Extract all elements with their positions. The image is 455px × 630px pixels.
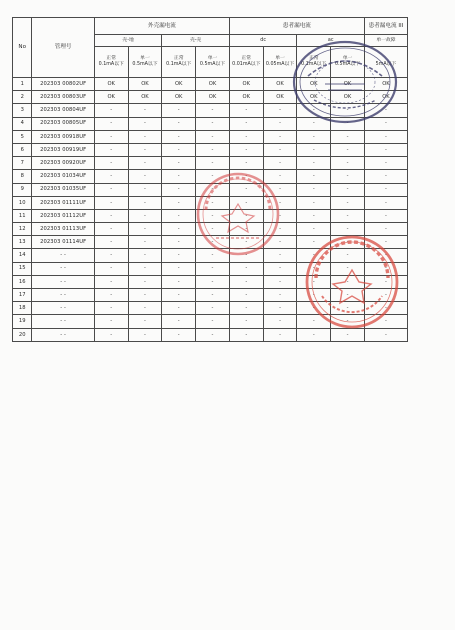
limit-threshold: 0.5mA以下: [132, 62, 158, 67]
limit-condition: 单一: [140, 56, 150, 62]
result-cell: OK: [128, 78, 162, 91]
result-cell: -: [331, 196, 365, 209]
limit-condition: 正常: [106, 56, 117, 62]
result-cell: OK: [94, 91, 128, 104]
table-row: [13, 78, 408, 91]
result-cell: -: [331, 289, 365, 302]
result-cell: -: [128, 209, 162, 222]
result-cell: -: [162, 104, 196, 117]
result-cell: -: [196, 262, 230, 275]
result-cell: -: [94, 157, 128, 170]
management-number: 202303 01112UF: [32, 209, 94, 222]
result-cell: -: [94, 223, 128, 236]
result-cell: -: [128, 302, 162, 315]
result-cell: -: [297, 315, 331, 328]
result-cell: -: [297, 143, 331, 156]
result-cell: -: [162, 209, 196, 222]
row-number: 3: [13, 104, 32, 117]
result-cell: -: [128, 289, 162, 302]
result-cell: -: [196, 196, 230, 209]
result-cell: -: [297, 196, 331, 209]
result-cell: OK: [162, 91, 196, 104]
header-no: No: [13, 18, 32, 78]
result-cell: -: [162, 249, 196, 262]
result-cell: -: [364, 130, 407, 143]
table-row: [13, 143, 408, 156]
result-cell: -: [331, 183, 365, 196]
result-cell: -: [94, 249, 128, 262]
row-number: 8: [13, 170, 32, 183]
result-cell: -: [229, 289, 263, 302]
row-number: 20: [13, 328, 32, 341]
result-cell: -: [263, 223, 297, 236]
result-cell: -: [162, 157, 196, 170]
table-row: [13, 289, 408, 302]
table-row: [13, 236, 408, 249]
result-cell: -: [94, 196, 128, 209]
result-cell: -: [263, 315, 297, 328]
result-cell: -: [364, 117, 407, 130]
result-cell: -: [229, 209, 263, 222]
result-cell: -: [263, 262, 297, 275]
result-cell: -: [331, 315, 365, 328]
limit-condition: 单一: [207, 56, 218, 62]
limit-condition: 单一: [342, 56, 353, 62]
management-number: - -: [32, 249, 94, 262]
result-cell: OK: [297, 78, 331, 91]
result-cell: -: [229, 143, 263, 156]
limit-threshold: 0.1mA以下: [166, 62, 192, 67]
limit-threshold: 0.1mA以下: [301, 62, 327, 67]
result-cell: -: [331, 143, 365, 156]
result-cell: OK: [94, 78, 128, 91]
result-cell: -: [263, 196, 297, 209]
result-cell: -: [128, 196, 162, 209]
result-cell: -: [364, 170, 407, 183]
result-cell: -: [297, 275, 331, 288]
result-cell: -: [162, 328, 196, 341]
result-cell: -: [364, 302, 407, 315]
header-limit-2: [128, 47, 162, 78]
header-patient-leakage-3: 患者漏电流 III: [364, 18, 407, 35]
limit-threshold: 0.5mA以下: [199, 62, 226, 67]
result-cell: OK: [196, 78, 230, 91]
result-cell: -: [364, 328, 407, 341]
result-cell: -: [94, 117, 128, 130]
table-row: [13, 275, 408, 288]
result-cell: -: [263, 209, 297, 222]
result-cell: -: [128, 104, 162, 117]
result-cell: -: [128, 223, 162, 236]
result-cell: -: [297, 183, 331, 196]
result-cell: -: [364, 196, 407, 209]
management-number: 202303 01111UF: [32, 196, 94, 209]
management-number: 202303 00804UF: [32, 104, 94, 117]
header-patient-leakage: 患者漏电流: [229, 18, 364, 35]
row-number: 14: [13, 249, 32, 262]
result-cell: -: [297, 236, 331, 249]
management-number: - -: [32, 315, 94, 328]
management-number: - -: [32, 302, 94, 315]
row-number: 7: [13, 157, 32, 170]
result-cell: -: [196, 236, 230, 249]
limit-threshold: 0.1mA以下: [98, 62, 124, 67]
result-cell: -: [162, 196, 196, 209]
result-cell: -: [162, 223, 196, 236]
management-number: 202303 00918UF: [32, 130, 94, 143]
result-cell: -: [162, 275, 196, 288]
management-number: - -: [32, 289, 94, 302]
row-number: 13: [13, 236, 32, 249]
result-cell: -: [162, 262, 196, 275]
result-cell: -: [263, 183, 297, 196]
header-single-fault: 单一故障: [364, 35, 407, 47]
result-cell: -: [297, 302, 331, 315]
table-row: [13, 302, 408, 315]
table-row: [13, 315, 408, 328]
header-shell-shell: 壳-壳: [162, 35, 230, 47]
management-number: - -: [32, 328, 94, 341]
result-cell: -: [196, 275, 230, 288]
result-cell: -: [162, 130, 196, 143]
management-number: 202303 00920UF: [32, 157, 94, 170]
management-number: 202303 00803UF: [32, 91, 94, 104]
table-row: [13, 157, 408, 170]
result-cell: OK: [364, 91, 407, 104]
management-number: 202303 01034UF: [32, 170, 94, 183]
limit-threshold: 5mA以下: [375, 62, 397, 67]
result-cell: -: [128, 157, 162, 170]
header-limit-7: [297, 47, 331, 78]
header-shell-ground: 壳-地: [94, 35, 162, 47]
result-cell: -: [364, 157, 407, 170]
result-cell: -: [297, 104, 331, 117]
result-cell: -: [297, 130, 331, 143]
result-cell: -: [196, 328, 230, 341]
result-cell: -: [196, 223, 230, 236]
result-cell: -: [263, 275, 297, 288]
result-cell: OK: [263, 91, 297, 104]
result-cell: -: [331, 104, 365, 117]
result-cell: -: [229, 262, 263, 275]
management-number: 202303 00805UF: [32, 117, 94, 130]
table-row: [13, 91, 408, 104]
result-cell: -: [297, 170, 331, 183]
limit-condition: 正常: [308, 56, 319, 62]
limit-threshold: 0.05mA以下: [265, 62, 295, 67]
header-limit-3: [162, 47, 196, 78]
result-cell: -: [331, 302, 365, 315]
result-cell: -: [364, 289, 407, 302]
result-cell: OK: [331, 91, 365, 104]
result-cell: -: [196, 315, 230, 328]
result-cell: -: [196, 104, 230, 117]
result-cell: -: [128, 143, 162, 156]
result-cell: -: [196, 157, 230, 170]
result-cell: -: [196, 249, 230, 262]
result-cell: -: [297, 223, 331, 236]
result-cell: -: [128, 328, 162, 341]
result-cell: OK: [128, 91, 162, 104]
result-cell: -: [364, 143, 407, 156]
result-cell: -: [364, 275, 407, 288]
management-number: - -: [32, 275, 94, 288]
result-cell: -: [297, 262, 331, 275]
result-cell: -: [331, 130, 365, 143]
leakage-current-table: [12, 17, 408, 342]
result-cell: -: [128, 262, 162, 275]
result-cell: -: [128, 117, 162, 130]
result-cell: -: [297, 157, 331, 170]
table-row: [13, 209, 408, 222]
result-cell: -: [94, 104, 128, 117]
result-cell: -: [94, 183, 128, 196]
row-number: 12: [13, 223, 32, 236]
table-row: [13, 104, 408, 117]
result-cell: -: [331, 328, 365, 341]
limit-condition: 正常: [241, 56, 252, 62]
result-cell: -: [364, 315, 407, 328]
result-cell: -: [331, 249, 365, 262]
result-cell: -: [162, 183, 196, 196]
management-number: - -: [32, 262, 94, 275]
result-cell: -: [229, 302, 263, 315]
result-cell: -: [94, 170, 128, 183]
result-cell: -: [331, 236, 365, 249]
result-cell: -: [196, 183, 230, 196]
table-row: [13, 117, 408, 130]
result-cell: -: [297, 249, 331, 262]
row-number: 17: [13, 289, 32, 302]
result-cell: -: [331, 170, 365, 183]
header-limit-4: [196, 47, 230, 78]
result-cell: -: [162, 117, 196, 130]
result-cell: -: [263, 236, 297, 249]
row-number: 9: [13, 183, 32, 196]
row-number: 6: [13, 143, 32, 156]
result-cell: -: [128, 315, 162, 328]
result-cell: -: [196, 130, 230, 143]
result-cell: -: [229, 130, 263, 143]
table-row: [13, 262, 408, 275]
result-cell: -: [263, 104, 297, 117]
limit-condition: 单一: [275, 56, 285, 62]
table-row: [13, 183, 408, 196]
management-number: 202303 01035UF: [32, 183, 94, 196]
header-limit-5: [229, 47, 263, 78]
result-cell: -: [94, 209, 128, 222]
result-cell: -: [229, 275, 263, 288]
management-number: 202303 01114UF: [32, 236, 94, 249]
row-number: 16: [13, 275, 32, 288]
row-number: 10: [13, 196, 32, 209]
result-cell: -: [364, 223, 407, 236]
row-number: 2: [13, 91, 32, 104]
result-cell: -: [94, 236, 128, 249]
result-cell: OK: [229, 91, 263, 104]
result-cell: -: [263, 249, 297, 262]
header-dc: dc: [229, 35, 297, 47]
header-limit-8: [331, 47, 365, 78]
result-cell: -: [331, 117, 365, 130]
result-cell: -: [229, 315, 263, 328]
result-cell: -: [128, 130, 162, 143]
result-cell: -: [364, 183, 407, 196]
result-cell: -: [229, 104, 263, 117]
result-cell: -: [364, 104, 407, 117]
result-cell: -: [331, 223, 365, 236]
header-limit-9: [364, 47, 407, 78]
result-cell: -: [162, 315, 196, 328]
result-cell: -: [364, 249, 407, 262]
result-cell: -: [263, 289, 297, 302]
result-cell: -: [229, 196, 263, 209]
result-cell: -: [297, 209, 331, 222]
result-cell: -: [364, 236, 407, 249]
result-cell: -: [263, 302, 297, 315]
table-row: [13, 328, 408, 341]
result-cell: -: [94, 302, 128, 315]
result-cell: OK: [229, 78, 263, 91]
result-cell: -: [229, 236, 263, 249]
limit-threshold: 0.5mA以下: [334, 62, 361, 67]
result-cell: -: [196, 209, 230, 222]
row-number: 18: [13, 302, 32, 315]
result-cell: -: [162, 143, 196, 156]
row-number: 15: [13, 262, 32, 275]
result-cell: -: [162, 170, 196, 183]
result-cell: -: [263, 170, 297, 183]
result-cell: -: [263, 117, 297, 130]
result-cell: -: [229, 170, 263, 183]
result-cell: -: [128, 236, 162, 249]
result-cell: -: [162, 236, 196, 249]
result-cell: -: [297, 289, 331, 302]
header-ac: ac: [297, 35, 365, 47]
result-cell: -: [128, 275, 162, 288]
result-cell: -: [263, 328, 297, 341]
result-cell: -: [263, 130, 297, 143]
result-cell: -: [94, 262, 128, 275]
result-cell: -: [229, 117, 263, 130]
result-cell: OK: [263, 78, 297, 91]
table-row: [13, 249, 408, 262]
management-number: 202303 00802UF: [32, 78, 94, 91]
result-cell: -: [162, 289, 196, 302]
result-cell: -: [297, 328, 331, 341]
result-cell: -: [297, 117, 331, 130]
limit-condition: 正常: [173, 56, 184, 62]
header-external-leakage: 外壳漏电流: [94, 18, 229, 35]
result-cell: -: [263, 157, 297, 170]
result-cell: -: [196, 302, 230, 315]
result-cell: -: [331, 157, 365, 170]
result-cell: -: [128, 170, 162, 183]
table-row: [13, 223, 408, 236]
result-cell: -: [94, 143, 128, 156]
result-cell: -: [94, 289, 128, 302]
result-cell: -: [94, 275, 128, 288]
result-cell: -: [196, 289, 230, 302]
result-cell: -: [364, 262, 407, 275]
result-cell: -: [229, 223, 263, 236]
row-number: 1: [13, 78, 32, 91]
result-cell: OK: [162, 78, 196, 91]
row-number: 19: [13, 315, 32, 328]
result-cell: -: [162, 302, 196, 315]
result-cell: -: [364, 209, 407, 222]
row-number: 4: [13, 117, 32, 130]
header-limit-6: [263, 47, 297, 78]
result-cell: -: [331, 275, 365, 288]
row-number: 11: [13, 209, 32, 222]
management-number: 202303 00919UF: [32, 143, 94, 156]
result-cell: OK: [364, 78, 407, 91]
header-management-number: 管理号: [32, 18, 94, 78]
result-cell: -: [229, 328, 263, 341]
result-cell: -: [229, 157, 263, 170]
result-cell: -: [229, 183, 263, 196]
result-cell: -: [196, 117, 230, 130]
result-cell: -: [94, 130, 128, 143]
result-cell: -: [94, 328, 128, 341]
table-row: [13, 170, 408, 183]
result-cell: OK: [196, 91, 230, 104]
header-limit-1: [94, 47, 128, 78]
limit-threshold: 0.01mA以下: [232, 62, 261, 67]
result-cell: -: [128, 249, 162, 262]
result-cell: -: [128, 183, 162, 196]
result-cell: -: [229, 249, 263, 262]
result-cell: -: [94, 315, 128, 328]
result-cell: OK: [297, 91, 331, 104]
management-number: 202303 01113UF: [32, 223, 94, 236]
result-cell: OK: [331, 78, 365, 91]
result-cell: -: [196, 143, 230, 156]
result-cell: -: [331, 209, 365, 222]
table-row: [13, 196, 408, 209]
table-row: [13, 130, 408, 143]
result-cell: -: [196, 170, 230, 183]
result-cell: -: [331, 262, 365, 275]
row-number: 5: [13, 130, 32, 143]
result-cell: -: [263, 143, 297, 156]
